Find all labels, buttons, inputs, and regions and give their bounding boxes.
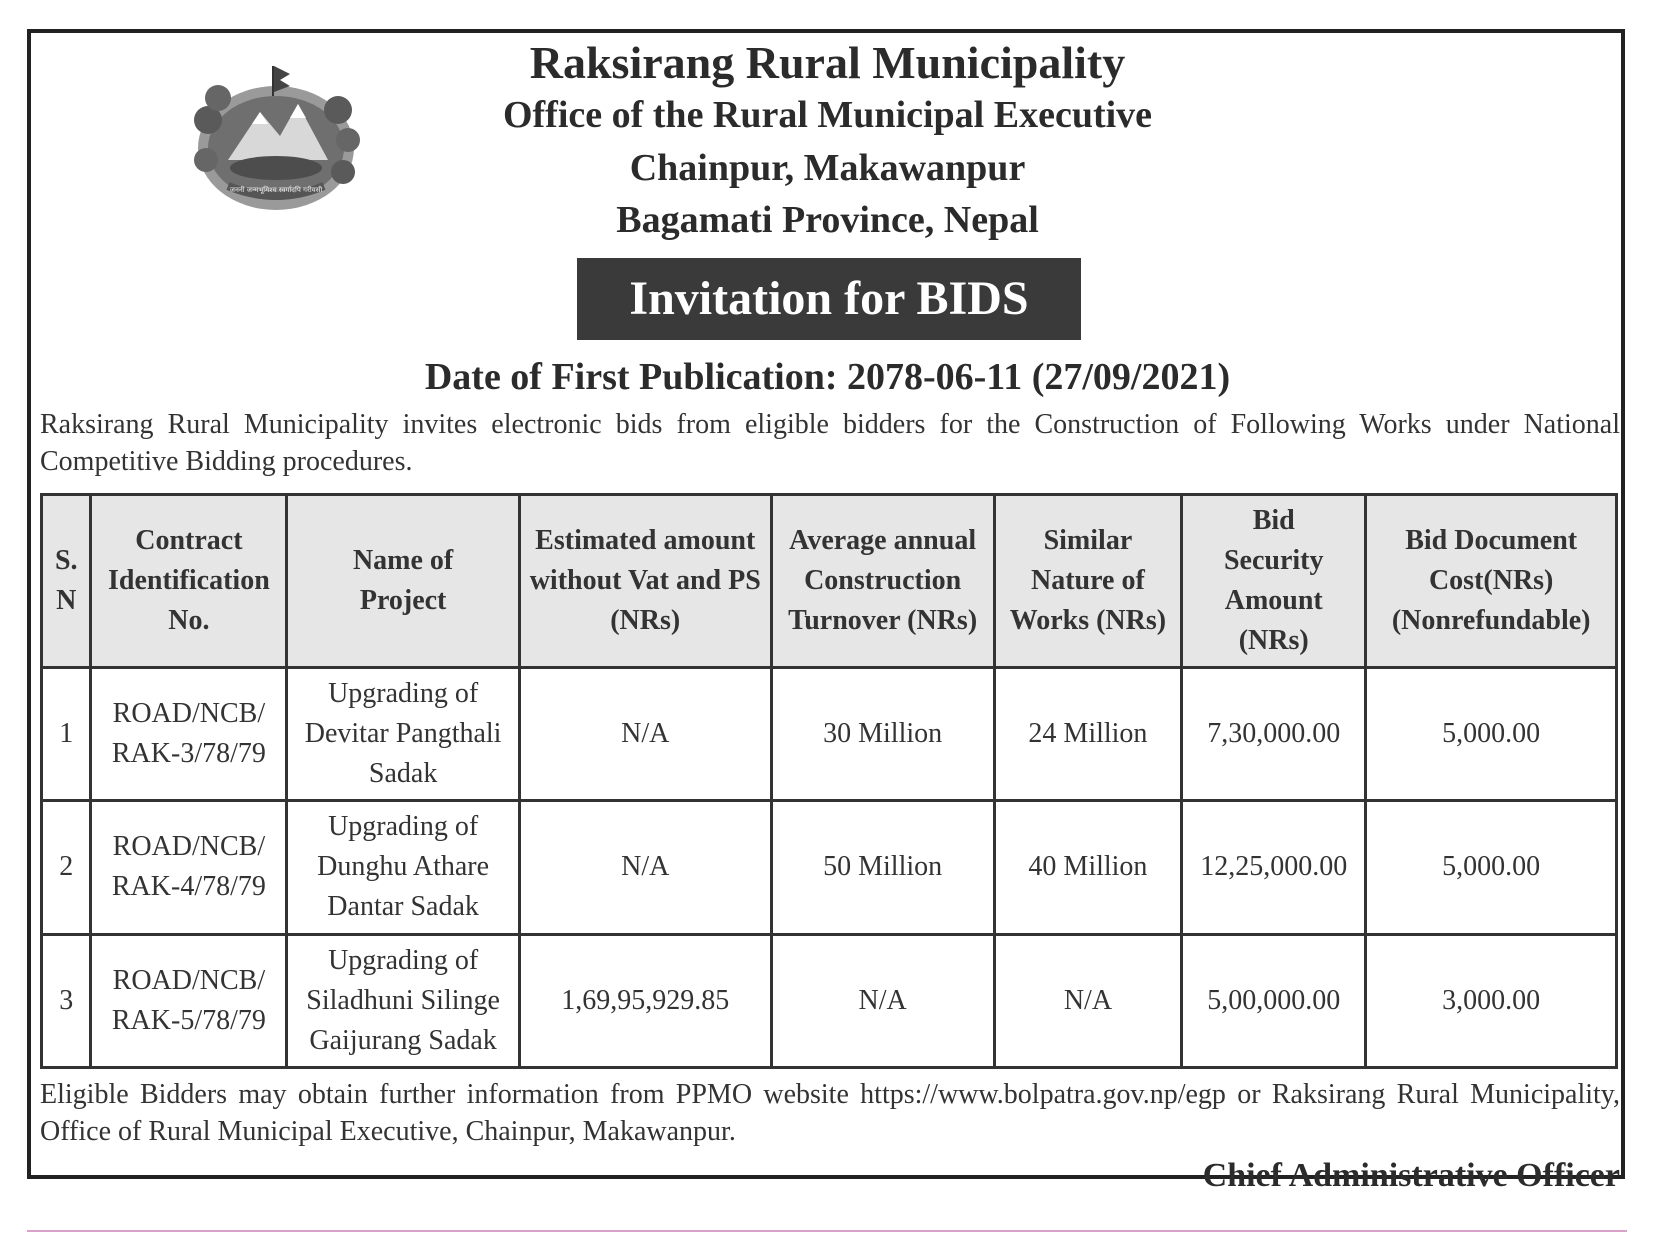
cell-estimated-amount: N/A	[519, 668, 771, 801]
office-location: Chainpur, Makawanpur	[629, 147, 1026, 189]
signatory: Chief Administrative Officer	[1202, 1157, 1620, 1194]
table-row	[42, 668, 1617, 801]
col-header-bid-security: Bid Security Amount (NRs)	[1182, 495, 1366, 668]
intro-paragraph: Raksirang Rural Municipality invites electronic bids from eligible bidders for the Construction of Following Works under National Competitive Bidding procedures.	[40, 409, 1620, 477]
col-header-contract-id: Contract Identification No.	[91, 495, 287, 668]
bids-table	[40, 493, 1618, 1069]
office-name: Office of the Rural Municipal Executive	[502, 94, 1153, 136]
publication-date: Date of First Publication: 2078-06-11 (27/09/2021)	[424, 356, 1231, 398]
emblem-motto: जननी जन्मभूमिश्च स्वर्गादपि गरीयसी	[229, 186, 323, 194]
cell-sn: 2	[42, 801, 91, 934]
cell-bid-security: 7,30,000.00	[1182, 668, 1366, 801]
cell-project-name: Upgrading of Dunghu Athare Dantar Sadak	[287, 801, 520, 934]
col-header-estimated-amount: Estimated amount without Vat and PS (NRs)	[519, 495, 771, 668]
table-header-row	[42, 495, 1617, 668]
cell-turnover: 50 Million	[771, 801, 994, 934]
bottom-rule	[27, 1230, 1627, 1232]
col-header-project-name: Name of Project	[287, 495, 520, 668]
cell-doc-cost: 5,000.00	[1366, 801, 1617, 934]
cell-similar-works: N/A	[994, 934, 1181, 1067]
table-row	[42, 801, 1617, 934]
footer-info: Eligible Bidders may obtain further information from PPMO website https://www.bolpatra.gov.np/egp or Raksirang Rural Municipality, Office of Rural Municipal Executive, Chainpur, Makawanpur.	[40, 1079, 1620, 1147]
cell-contract-id: ROAD/NCB/ RAK-5/78/79	[91, 934, 287, 1067]
cell-doc-cost: 3,000.00	[1366, 934, 1617, 1067]
cell-contract-id: ROAD/NCB/ RAK-3/78/79	[91, 668, 287, 801]
col-header-sn: S. N	[42, 495, 91, 668]
cell-estimated-amount: N/A	[519, 801, 771, 934]
cell-estimated-amount: 1,69,95,929.85	[519, 934, 771, 1067]
cell-similar-works: 40 Million	[994, 801, 1181, 934]
table-row	[42, 934, 1617, 1067]
cell-project-name: Upgrading of Siladhuni Silinge Gaijurang Sadak	[287, 934, 520, 1067]
cell-project-name: Upgrading of Devitar Pangthali Sadak	[287, 668, 520, 801]
cell-sn: 3	[42, 934, 91, 1067]
cell-bid-security: 5,00,000.00	[1182, 934, 1366, 1067]
cell-similar-works: 24 Million	[994, 668, 1181, 801]
cell-turnover: 30 Million	[771, 668, 994, 801]
cell-doc-cost: 5,000.00	[1366, 668, 1617, 801]
province: Bagamati Province, Nepal	[616, 199, 1039, 241]
cell-bid-security: 12,25,000.00	[1182, 801, 1366, 934]
org-name: Raksirang Rural Municipality	[529, 37, 1126, 88]
cell-sn: 1	[42, 668, 91, 801]
notice-title: Invitation for BIDS	[577, 258, 1081, 340]
col-header-doc-cost: Bid Document Cost(NRs) (Nonrefundable)	[1366, 495, 1617, 668]
cell-turnover: N/A	[771, 934, 994, 1067]
cell-contract-id: ROAD/NCB/ RAK-4/78/79	[91, 801, 287, 934]
col-header-similar-works: Similar Nature of Works (NRs)	[994, 495, 1181, 668]
col-header-turnover: Average annual Construction Turnover (NRs)	[771, 495, 994, 668]
